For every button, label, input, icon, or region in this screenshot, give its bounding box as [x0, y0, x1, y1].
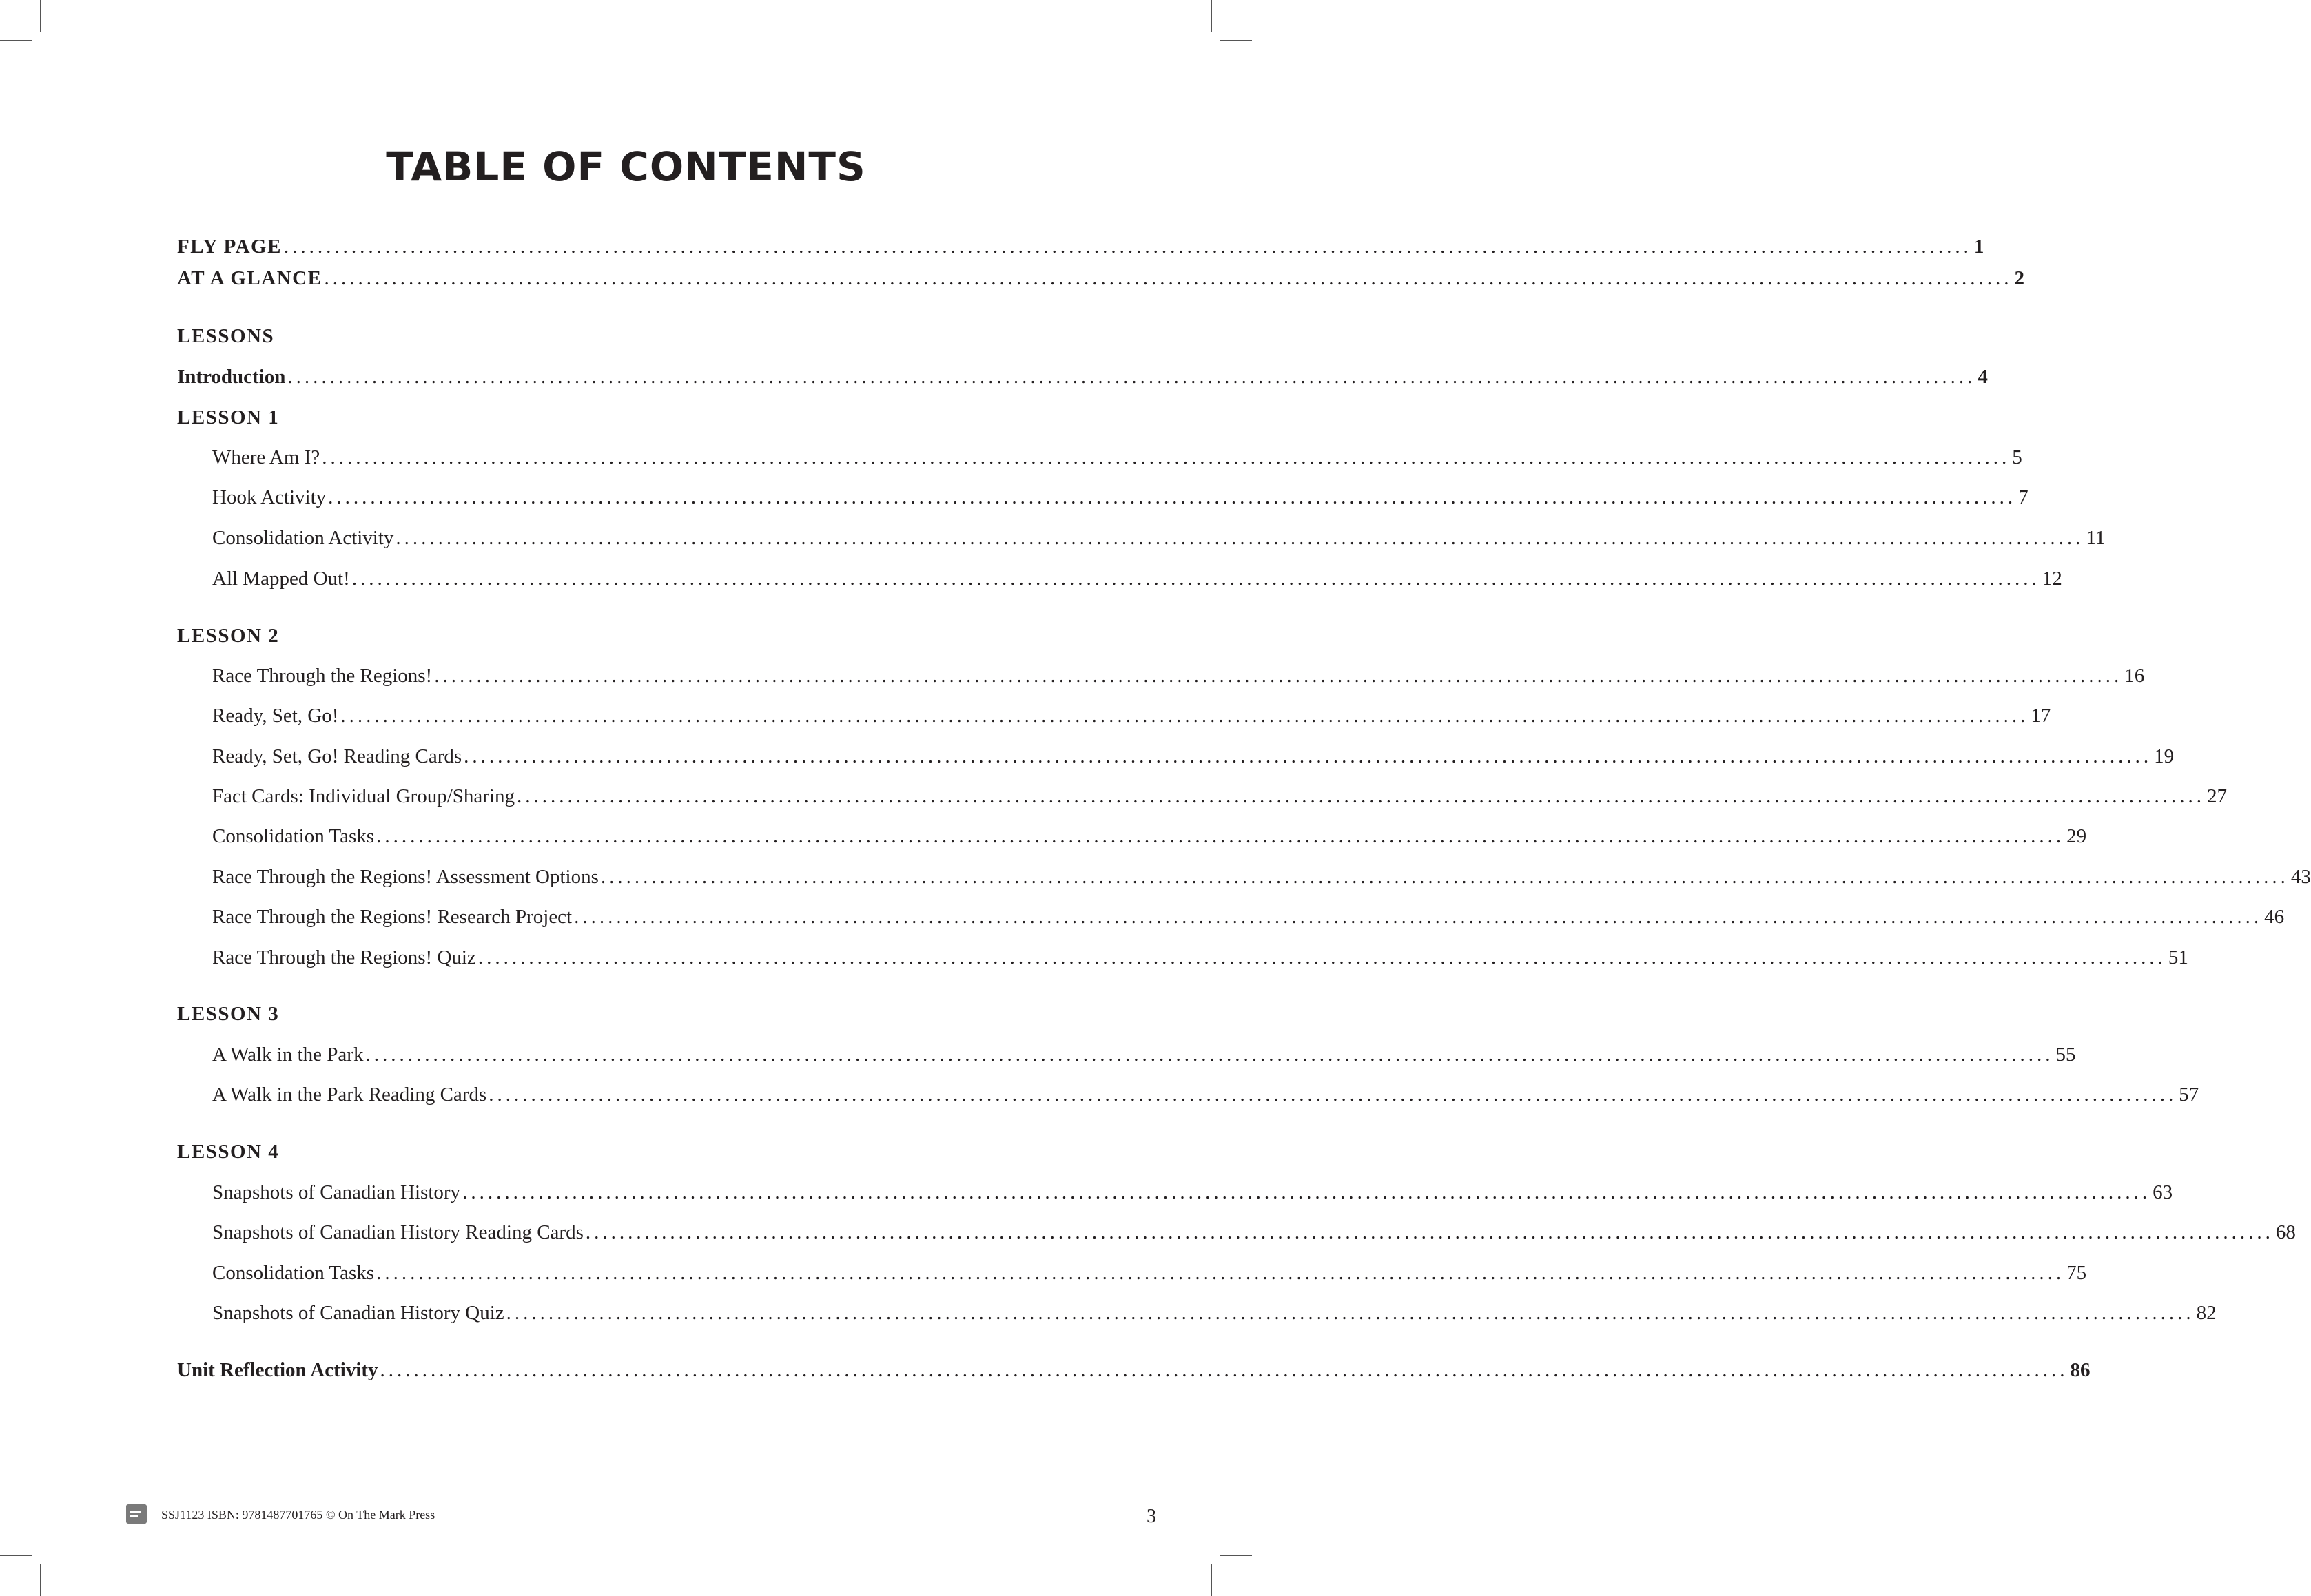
toc-page-number: 29	[2066, 825, 2087, 847]
toc-page-number: 86	[2070, 1359, 2091, 1381]
toc-entry[interactable]	[212, 744, 2175, 769]
toc-entry-label: Race Through the Regions! Research Project	[212, 906, 573, 928]
toc-leader-dots: ........................................................................................................................................................................................................	[506, 1302, 2195, 1324]
toc-page-number: 55	[2055, 1044, 2076, 1066]
toc-leader-dots: ........................................................................................................................................................................................................	[324, 267, 2013, 289]
section-heading-lesson-2: LESSON 2	[177, 625, 280, 647]
toc-entry-label: Snapshots of Canadian History Quiz	[212, 1302, 504, 1324]
toc-leader-dots: ........................................................................................................................................................................................................	[376, 1262, 2065, 1284]
section-heading-lessons: LESSONS	[177, 325, 275, 347]
page-title: TABLE OF CONTENTS	[386, 143, 866, 190]
toc-entry[interactable]	[212, 703, 2051, 728]
toc-entry-label: FLY PAGE	[177, 236, 282, 258]
toc-entry[interactable]	[212, 663, 2145, 688]
toc-leader-dots: ........................................................................................................................................................................................................	[328, 486, 2017, 508]
toc-entry-label: A Walk in the Park	[212, 1044, 364, 1066]
toc-page-number: 19	[2154, 745, 2175, 767]
toc-entry[interactable]	[212, 1220, 2296, 1245]
toc-leader-dots: ........................................................................................................................................................................................................	[376, 825, 2065, 847]
toc-leader-dots: ........................................................................................................................................................................................................	[283, 236, 1972, 258]
toc-page-number: 43	[2290, 866, 2311, 888]
toc-leader-dots: ........................................................................................................................................................................................................	[477, 946, 2166, 968]
section-heading-lesson-1: LESSON 1	[177, 406, 280, 428]
toc-entry[interactable]	[212, 945, 2188, 970]
toc-entry-introduction[interactable]	[177, 364, 1988, 389]
toc-leader-dots: ........................................................................................................................................................................................................	[434, 665, 2123, 687]
toc-entry-label: Ready, Set, Go!	[212, 705, 339, 727]
toc-entry[interactable]	[212, 445, 2022, 470]
toc-leader-dots: ........................................................................................................................................................................................................	[380, 1359, 2068, 1381]
toc-leader-dots: ........................................................................................................................................................................................................	[516, 785, 2205, 807]
crop-mark	[1220, 1555, 1252, 1556]
toc-entry-label: All Mapped Out!	[212, 568, 350, 590]
toc-entry[interactable]	[212, 1082, 2199, 1107]
toc-page-number: 1	[1973, 236, 1985, 258]
toc-entry-unit-reflection[interactable]	[177, 1358, 2091, 1382]
toc-entry-label: Snapshots of Canadian History Reading Cards	[212, 1221, 584, 1243]
toc-page-number: 57	[2179, 1084, 2199, 1106]
toc-page-number: 46	[2264, 906, 2285, 928]
toc-entry-label: Introduction	[177, 366, 286, 388]
toc-entry-label: Hook Activity	[212, 486, 327, 508]
toc-entry-label: Race Through the Regions!	[212, 665, 433, 687]
toc-page-number: 63	[2153, 1181, 2173, 1203]
toc-leader-dots: ........................................................................................................................................................................................................	[600, 866, 2289, 888]
toc-leader-dots: ........................................................................................................................................................................................................	[396, 527, 2084, 549]
footer-publisher-info: SSJ1123 ISBN: 9781487701765 © On The Mark Press	[161, 1508, 435, 1522]
crop-mark	[1211, 0, 1212, 32]
toc-entry[interactable]	[212, 1261, 2087, 1285]
toc-entry[interactable]	[212, 864, 2311, 889]
toc-entry-label: Race Through the Regions! Quiz	[212, 946, 476, 968]
toc-entry[interactable]	[212, 1300, 2217, 1325]
toc-entry-label: Unit Reflection Activity	[177, 1359, 378, 1381]
toc-page-number: 68	[2275, 1221, 2296, 1243]
toc-entry-label: Where Am I?	[212, 446, 320, 468]
toc-page-number: 51	[2168, 946, 2188, 968]
toc-entry-label: A Walk in the Park Reading Cards	[212, 1084, 487, 1106]
crop-mark	[40, 1564, 41, 1596]
toc-entry-label: Fact Cards: Individual Group/Sharing	[212, 785, 515, 807]
toc-leader-dots: ........................................................................................................................................................................................................	[351, 568, 2040, 590]
toc-leader-dots: ........................................................................................................................................................................................................	[489, 1084, 2177, 1106]
toc-leader-dots: ........................................................................................................................................................................................................	[574, 906, 2263, 928]
toc-leader-dots: ........................................................................................................................................................................................................	[585, 1221, 2274, 1243]
toc-entry-label: Ready, Set, Go! Reading Cards	[212, 745, 462, 767]
toc-page-number: 5	[2012, 446, 2022, 468]
toc-entry-label: Consolidation Tasks	[212, 825, 375, 847]
crop-mark	[0, 40, 32, 41]
toc-page-number: 12	[2042, 568, 2062, 590]
toc-leader-dots: ........................................................................................................................................................................................................	[365, 1044, 2054, 1066]
toc-leader-dots: ........................................................................................................................................................................................................	[464, 745, 2153, 767]
toc-page-number: 16	[2124, 665, 2145, 687]
toc-entry-label: Consolidation Tasks	[212, 1262, 375, 1284]
crop-mark	[0, 1555, 32, 1556]
toc-entry[interactable]	[212, 1180, 2173, 1205]
section-heading-lesson-3: LESSON 3	[177, 1003, 280, 1025]
toc-leader-dots: ........................................................................................................................................................................................................	[287, 366, 1976, 388]
book-icon	[126, 1504, 147, 1524]
toc-page-number: 7	[2018, 486, 2028, 508]
toc-page-number: 27	[2206, 785, 2227, 807]
crop-mark	[1211, 1564, 1212, 1596]
toc-entry-fly-page[interactable]	[177, 234, 1985, 259]
toc-leader-dots: ........................................................................................................................................................................................................	[462, 1181, 2151, 1203]
toc-entry[interactable]	[212, 824, 2087, 849]
toc-entry-at-a-glance[interactable]	[177, 266, 2026, 291]
toc-page-number: 4	[1978, 366, 1988, 388]
toc-leader-dots: ........................................................................................................................................................................................................	[322, 446, 2011, 468]
crop-mark	[1220, 40, 1252, 41]
toc-page-number: 17	[2031, 705, 2051, 727]
toc-entry[interactable]	[212, 485, 2028, 510]
toc-entry-label: AT A GLANCE	[177, 267, 322, 289]
crop-mark	[40, 0, 41, 32]
toc-entry[interactable]	[212, 566, 2062, 591]
toc-entry[interactable]	[212, 1042, 2076, 1067]
toc-leader-dots: ........................................................................................................................................................................................................	[340, 705, 2029, 727]
toc-entry-label: Consolidation Activity	[212, 527, 394, 549]
toc-page-number: 75	[2066, 1262, 2087, 1284]
section-heading-lesson-4: LESSON 4	[177, 1141, 280, 1163]
toc-entry-label: Race Through the Regions! Assessment Options	[212, 866, 599, 888]
toc-entry[interactable]	[212, 904, 2285, 929]
toc-page-number: 82	[2196, 1302, 2217, 1324]
toc-page-number: 11	[2086, 527, 2106, 549]
toc-entry[interactable]	[212, 784, 2227, 809]
toc-page-number: 2	[2014, 267, 2026, 289]
page-number: 3	[1147, 1506, 1156, 1527]
toc-entry-label: Snapshots of Canadian History	[212, 1181, 461, 1203]
toc-entry[interactable]	[212, 526, 2106, 550]
